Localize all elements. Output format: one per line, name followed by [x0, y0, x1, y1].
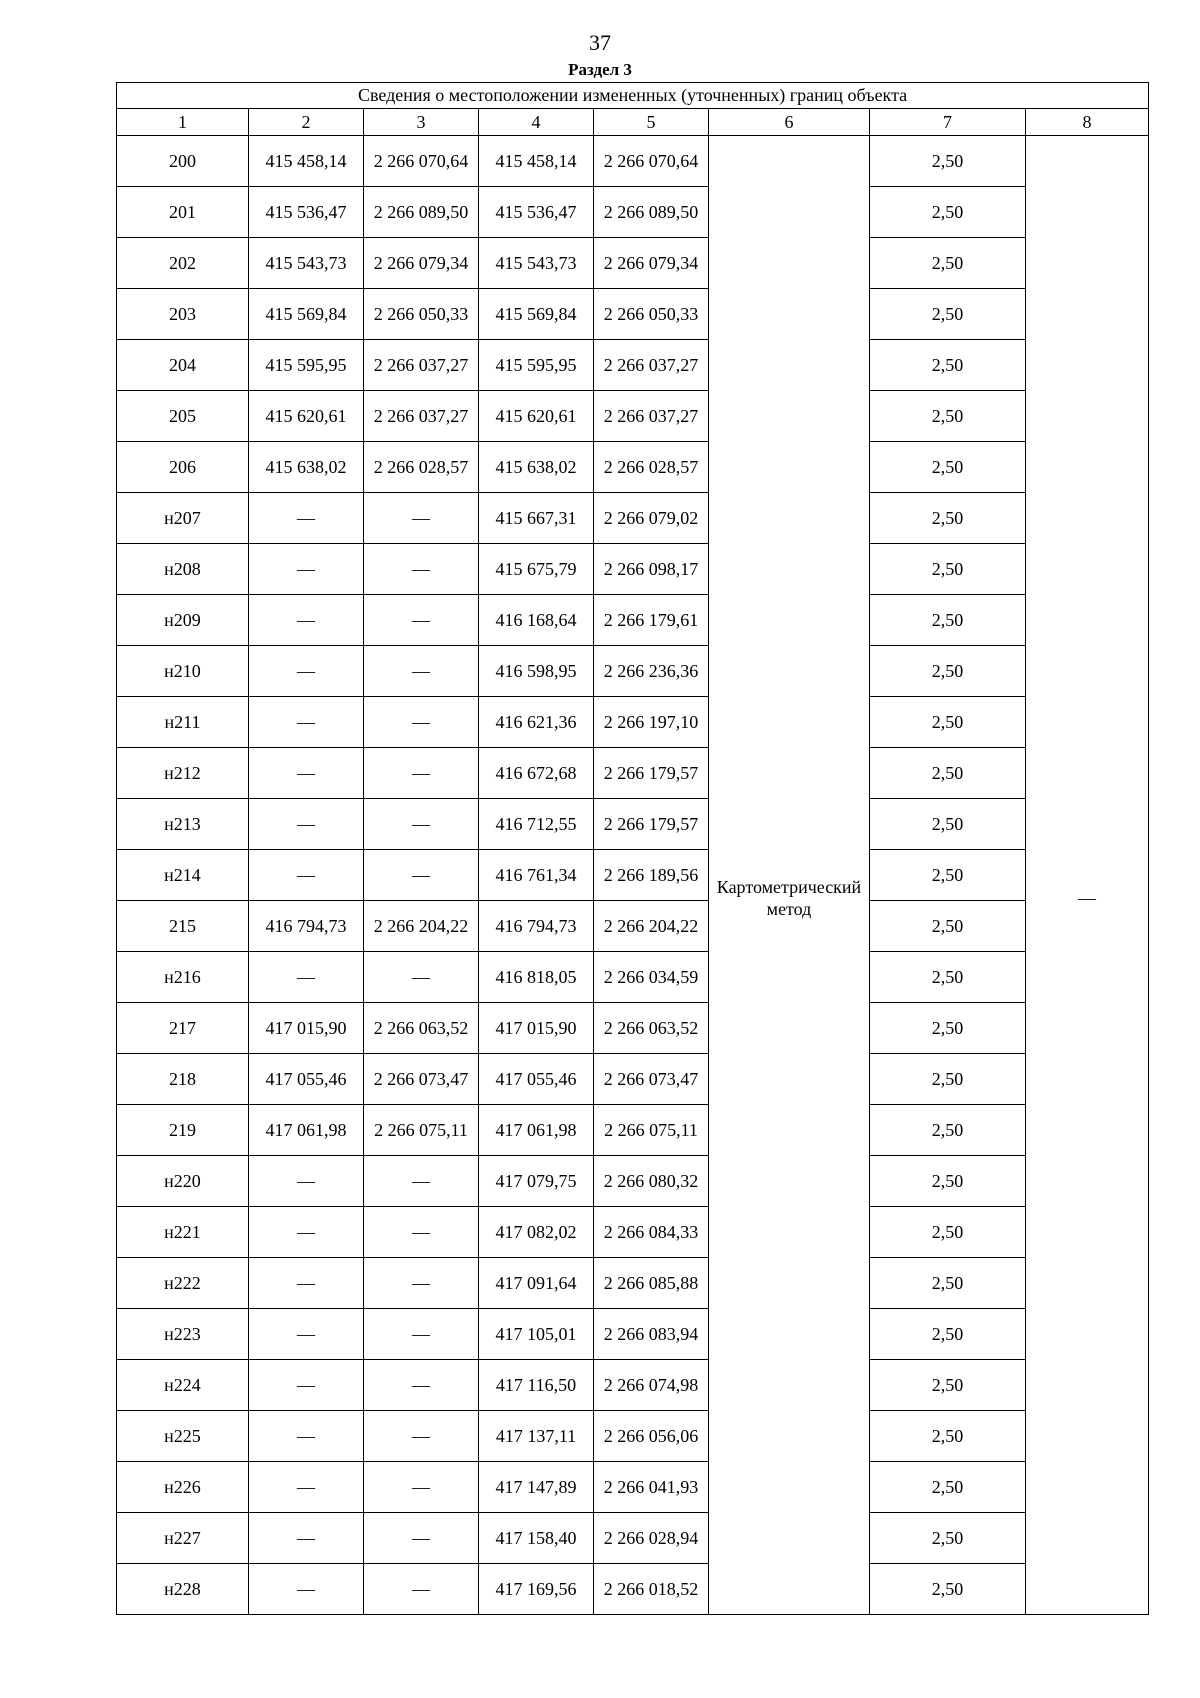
y-new-cell: 2 266 028,57: [594, 442, 709, 493]
accuracy-cell: 2,50: [870, 493, 1026, 544]
point-number-cell: н209: [117, 595, 249, 646]
point-number-cell: н224: [117, 1360, 249, 1411]
x-new-cell: 417 079,75: [479, 1156, 594, 1207]
accuracy-cell: 2,50: [870, 1411, 1026, 1462]
table-row: [117, 1564, 1149, 1615]
point-number-cell: 218: [117, 1054, 249, 1105]
point-number-cell: н222: [117, 1258, 249, 1309]
x-old-cell: 415 595,95: [249, 340, 364, 391]
y-old-cell: 2 266 073,47: [364, 1054, 479, 1105]
y-new-cell: 2 266 079,02: [594, 493, 709, 544]
x-new-cell: 417 105,01: [479, 1309, 594, 1360]
accuracy-cell: 2,50: [870, 850, 1026, 901]
table-row: [117, 1105, 1149, 1156]
column-number: 8: [1026, 109, 1149, 136]
accuracy-cell: 2,50: [870, 595, 1026, 646]
point-number-cell: 203: [117, 289, 249, 340]
y-new-cell: 2 266 073,47: [594, 1054, 709, 1105]
table-row: [117, 1258, 1149, 1309]
y-old-cell: —: [364, 748, 479, 799]
table-row: [117, 187, 1149, 238]
x-old-cell: 415 620,61: [249, 391, 364, 442]
point-number-cell: 205: [117, 391, 249, 442]
accuracy-cell: 2,50: [870, 289, 1026, 340]
table-row: [117, 1054, 1149, 1105]
x-old-cell: 415 543,73: [249, 238, 364, 289]
y-new-cell: 2 266 084,33: [594, 1207, 709, 1258]
table-row: [117, 493, 1149, 544]
table-row: [117, 1003, 1149, 1054]
x-old-cell: —: [249, 1411, 364, 1462]
table-row: [117, 1462, 1149, 1513]
table-row: [117, 1513, 1149, 1564]
column-number: 2: [249, 109, 364, 136]
y-new-cell: 2 266 074,98: [594, 1360, 709, 1411]
x-old-cell: 415 638,02: [249, 442, 364, 493]
x-new-cell: 415 595,95: [479, 340, 594, 391]
y-new-cell: 2 266 063,52: [594, 1003, 709, 1054]
y-old-cell: 2 266 028,57: [364, 442, 479, 493]
x-old-cell: 416 794,73: [249, 901, 364, 952]
y-old-cell: —: [364, 1156, 479, 1207]
x-new-cell: 416 794,73: [479, 901, 594, 952]
y-old-cell: 2 266 089,50: [364, 187, 479, 238]
column-8-cell: —: [1026, 136, 1149, 1615]
table-row: [117, 850, 1149, 901]
y-old-cell: 2 266 063,52: [364, 1003, 479, 1054]
table-row: [117, 136, 1149, 187]
table-caption: Сведения о местоположении измененных (уточненных) границ объекта: [117, 83, 1149, 109]
x-old-cell: —: [249, 544, 364, 595]
y-old-cell: —: [364, 493, 479, 544]
y-old-cell: —: [364, 1309, 479, 1360]
table-row: [117, 544, 1149, 595]
point-number-cell: н228: [117, 1564, 249, 1615]
y-new-cell: 2 266 204,22: [594, 901, 709, 952]
point-number-cell: 219: [117, 1105, 249, 1156]
y-new-cell: 2 266 028,94: [594, 1513, 709, 1564]
section-title: Раздел 3: [568, 60, 632, 79]
x-new-cell: 416 712,55: [479, 799, 594, 850]
x-old-cell: —: [249, 1513, 364, 1564]
y-old-cell: 2 266 204,22: [364, 901, 479, 952]
y-new-cell: 2 266 050,33: [594, 289, 709, 340]
y-new-cell: 2 266 179,57: [594, 748, 709, 799]
y-old-cell: —: [364, 850, 479, 901]
point-number-cell: н214: [117, 850, 249, 901]
point-number-cell: 217: [117, 1003, 249, 1054]
y-new-cell: 2 266 179,57: [594, 799, 709, 850]
x-new-cell: 416 621,36: [479, 697, 594, 748]
x-new-cell: 415 569,84: [479, 289, 594, 340]
x-new-cell: 417 158,40: [479, 1513, 594, 1564]
y-new-cell: 2 266 034,59: [594, 952, 709, 1003]
x-new-cell: 415 638,02: [479, 442, 594, 493]
point-number-cell: н225: [117, 1411, 249, 1462]
y-new-cell: 2 266 179,61: [594, 595, 709, 646]
accuracy-cell: 2,50: [870, 136, 1026, 187]
point-number-cell: 215: [117, 901, 249, 952]
point-number-cell: н221: [117, 1207, 249, 1258]
table-body: [117, 136, 1149, 1615]
y-new-cell: 2 266 041,93: [594, 1462, 709, 1513]
accuracy-cell: 2,50: [870, 340, 1026, 391]
accuracy-cell: 2,50: [870, 187, 1026, 238]
y-new-cell: 2 266 037,27: [594, 340, 709, 391]
column-number: 7: [870, 109, 1026, 136]
y-old-cell: —: [364, 697, 479, 748]
y-new-cell: 2 266 085,88: [594, 1258, 709, 1309]
x-old-cell: —: [249, 1360, 364, 1411]
y-old-cell: —: [364, 1513, 479, 1564]
point-number-cell: н226: [117, 1462, 249, 1513]
y-old-cell: —: [364, 799, 479, 850]
y-new-cell: 2 266 070,64: [594, 136, 709, 187]
y-old-cell: 2 266 037,27: [364, 340, 479, 391]
x-new-cell: 416 672,68: [479, 748, 594, 799]
point-number-cell: 201: [117, 187, 249, 238]
point-number-cell: н213: [117, 799, 249, 850]
y-old-cell: —: [364, 1564, 479, 1615]
x-new-cell: 415 536,47: [479, 187, 594, 238]
x-new-cell: 415 675,79: [479, 544, 594, 595]
x-new-cell: 417 082,02: [479, 1207, 594, 1258]
accuracy-cell: 2,50: [870, 1003, 1026, 1054]
accuracy-cell: 2,50: [870, 952, 1026, 1003]
accuracy-cell: 2,50: [870, 748, 1026, 799]
y-old-cell: —: [364, 595, 479, 646]
table-row: [117, 238, 1149, 289]
x-old-cell: 415 536,47: [249, 187, 364, 238]
point-number-cell: 206: [117, 442, 249, 493]
x-new-cell: 417 055,46: [479, 1054, 594, 1105]
x-old-cell: 415 458,14: [249, 136, 364, 187]
x-old-cell: —: [249, 646, 364, 697]
accuracy-cell: 2,50: [870, 646, 1026, 697]
table-row: [117, 748, 1149, 799]
column-number: 1: [117, 109, 249, 136]
y-old-cell: —: [364, 952, 479, 1003]
x-new-cell: 417 061,98: [479, 1105, 594, 1156]
x-old-cell: —: [249, 1207, 364, 1258]
column-number: 3: [364, 109, 479, 136]
table-row: [117, 697, 1149, 748]
accuracy-cell: 2,50: [870, 1462, 1026, 1513]
y-old-cell: —: [364, 1360, 479, 1411]
accuracy-cell: 2,50: [870, 391, 1026, 442]
x-old-cell: —: [249, 1309, 364, 1360]
y-old-cell: 2 266 079,34: [364, 238, 479, 289]
y-old-cell: —: [364, 544, 479, 595]
point-number-cell: н220: [117, 1156, 249, 1207]
accuracy-cell: 2,50: [870, 1360, 1026, 1411]
x-new-cell: 416 168,64: [479, 595, 594, 646]
x-old-cell: —: [249, 1462, 364, 1513]
point-number-cell: н223: [117, 1309, 249, 1360]
table-row: [117, 799, 1149, 850]
column-number: 6: [709, 109, 870, 136]
y-old-cell: —: [364, 1411, 479, 1462]
y-new-cell: 2 266 197,10: [594, 697, 709, 748]
y-old-cell: —: [364, 1207, 479, 1258]
accuracy-cell: 2,50: [870, 1105, 1026, 1156]
accuracy-cell: 2,50: [870, 697, 1026, 748]
x-old-cell: —: [249, 799, 364, 850]
table-row: [117, 391, 1149, 442]
point-number-cell: н227: [117, 1513, 249, 1564]
x-new-cell: 417 137,11: [479, 1411, 594, 1462]
x-old-cell: 417 061,98: [249, 1105, 364, 1156]
y-new-cell: 2 266 089,50: [594, 187, 709, 238]
table-row: [117, 646, 1149, 697]
table-row: [117, 901, 1149, 952]
x-new-cell: 417 147,89: [479, 1462, 594, 1513]
table-row: [117, 595, 1149, 646]
x-old-cell: —: [249, 595, 364, 646]
point-number-cell: н212: [117, 748, 249, 799]
table-row: [117, 442, 1149, 493]
x-new-cell: 415 458,14: [479, 136, 594, 187]
y-old-cell: —: [364, 1462, 479, 1513]
column-number: 5: [594, 109, 709, 136]
y-old-cell: —: [364, 1258, 479, 1309]
point-number-cell: н208: [117, 544, 249, 595]
x-new-cell: 415 620,61: [479, 391, 594, 442]
y-new-cell: 2 266 080,32: [594, 1156, 709, 1207]
x-new-cell: 416 818,05: [479, 952, 594, 1003]
accuracy-cell: 2,50: [870, 1513, 1026, 1564]
x-old-cell: —: [249, 1564, 364, 1615]
method-cell: Картометрический метод: [709, 136, 870, 1615]
x-old-cell: —: [249, 748, 364, 799]
x-new-cell: 415 543,73: [479, 238, 594, 289]
accuracy-cell: 2,50: [870, 1156, 1026, 1207]
point-number-cell: н210: [117, 646, 249, 697]
accuracy-cell: 2,50: [870, 799, 1026, 850]
x-old-cell: —: [249, 697, 364, 748]
y-new-cell: 2 266 075,11: [594, 1105, 709, 1156]
accuracy-cell: 2,50: [870, 1564, 1026, 1615]
x-new-cell: 416 598,95: [479, 646, 594, 697]
y-old-cell: —: [364, 646, 479, 697]
x-new-cell: 417 116,50: [479, 1360, 594, 1411]
page-number: 37: [589, 30, 611, 55]
y-new-cell: 2 266 037,27: [594, 391, 709, 442]
accuracy-cell: 2,50: [870, 238, 1026, 289]
point-number-cell: н211: [117, 697, 249, 748]
y-new-cell: 2 266 083,94: [594, 1309, 709, 1360]
x-new-cell: 416 761,34: [479, 850, 594, 901]
y-new-cell: 2 266 189,56: [594, 850, 709, 901]
y-old-cell: 2 266 075,11: [364, 1105, 479, 1156]
y-new-cell: 2 266 079,34: [594, 238, 709, 289]
column-number-row: [117, 109, 1149, 136]
accuracy-cell: 2,50: [870, 1309, 1026, 1360]
accuracy-cell: 2,50: [870, 901, 1026, 952]
x-new-cell: 417 015,90: [479, 1003, 594, 1054]
x-new-cell: 417 169,56: [479, 1564, 594, 1615]
coordinates-table: [116, 82, 1149, 1615]
y-new-cell: 2 266 098,17: [594, 544, 709, 595]
x-old-cell: —: [249, 493, 364, 544]
y-new-cell: 2 266 236,36: [594, 646, 709, 697]
x-old-cell: —: [249, 1156, 364, 1207]
point-number-cell: 202: [117, 238, 249, 289]
x-old-cell: —: [249, 1258, 364, 1309]
table-row: [117, 289, 1149, 340]
point-number-cell: 204: [117, 340, 249, 391]
x-old-cell: 415 569,84: [249, 289, 364, 340]
accuracy-cell: 2,50: [870, 1207, 1026, 1258]
table-row: [117, 952, 1149, 1003]
table-row: [117, 1360, 1149, 1411]
point-number-cell: 200: [117, 136, 249, 187]
table-row: [117, 1207, 1149, 1258]
y-old-cell: 2 266 050,33: [364, 289, 479, 340]
point-number-cell: н216: [117, 952, 249, 1003]
table-row: [117, 1309, 1149, 1360]
accuracy-cell: 2,50: [870, 1054, 1026, 1105]
x-old-cell: —: [249, 850, 364, 901]
y-new-cell: 2 266 018,52: [594, 1564, 709, 1615]
x-new-cell: 417 091,64: [479, 1258, 594, 1309]
y-old-cell: 2 266 037,27: [364, 391, 479, 442]
x-old-cell: 417 015,90: [249, 1003, 364, 1054]
accuracy-cell: 2,50: [870, 442, 1026, 493]
x-old-cell: —: [249, 952, 364, 1003]
accuracy-cell: 2,50: [870, 1258, 1026, 1309]
y-old-cell: 2 266 070,64: [364, 136, 479, 187]
accuracy-cell: 2,50: [870, 544, 1026, 595]
column-number: 4: [479, 109, 594, 136]
x-new-cell: 415 667,31: [479, 493, 594, 544]
table-row: [117, 1156, 1149, 1207]
point-number-cell: н207: [117, 493, 249, 544]
y-new-cell: 2 266 056,06: [594, 1411, 709, 1462]
table-row: [117, 340, 1149, 391]
table-row: [117, 1411, 1149, 1462]
x-old-cell: 417 055,46: [249, 1054, 364, 1105]
